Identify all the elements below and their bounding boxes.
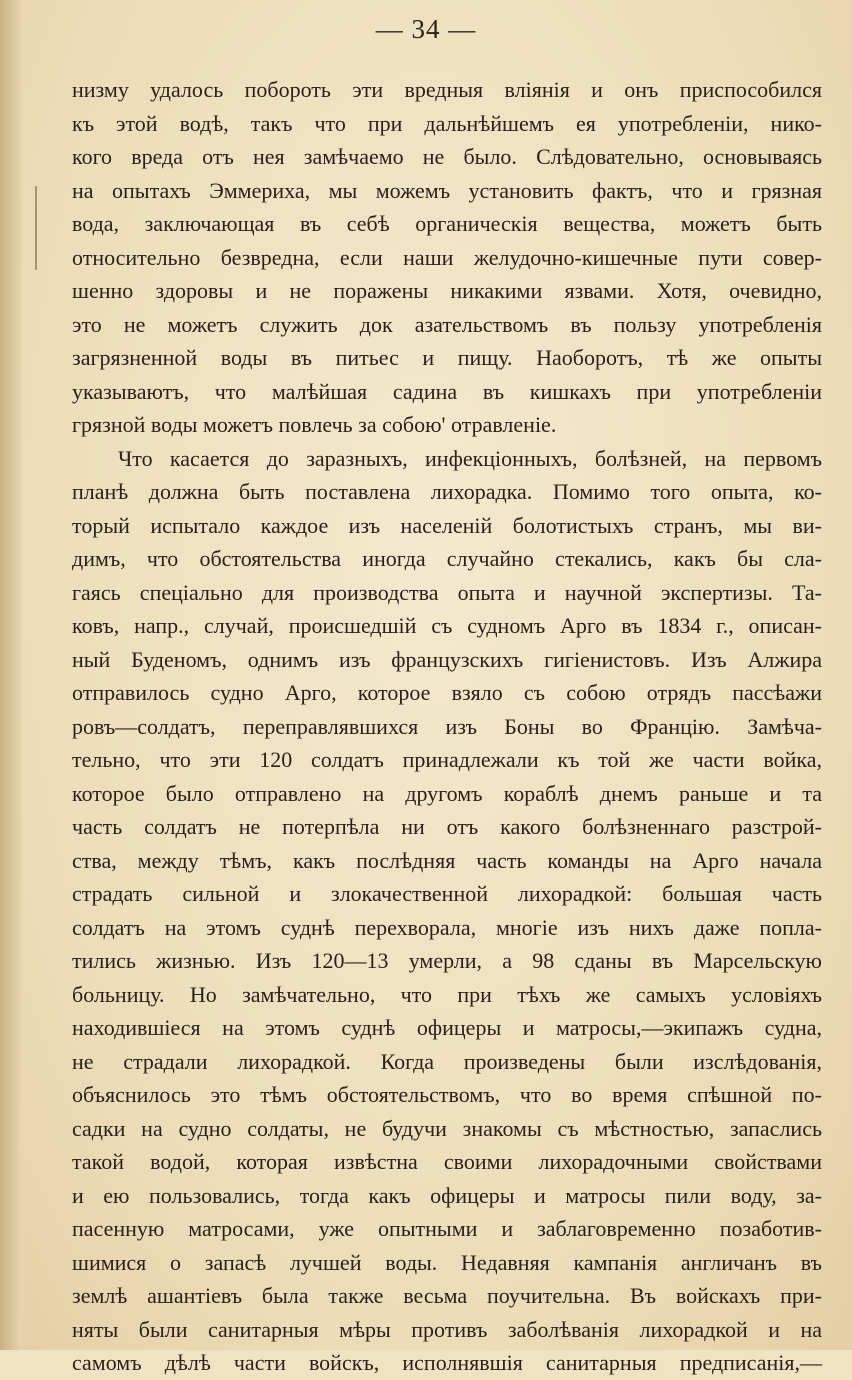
body-text xyxy=(72,73,822,1380)
text-line: на опытахъ Эммериха, мы можемъ установить фактъ, что и грязная xyxy=(72,177,822,203)
text-line: тились жизнью. Изъ 120—13 умерли, а 98 сданы въ Марсельскую xyxy=(72,948,822,973)
text-line: тельно, что эти 120 солдатъ принадлежали къ той же части войка, xyxy=(72,747,822,772)
text-line: страдать сильной и злокачественной лихорадкой: большая часть xyxy=(72,881,822,906)
text-line: вода, заключающая въ себѣ органическія вещества, можетъ быть xyxy=(72,211,822,236)
text-line: не страдали лихорадкой. Когда произведены были изслѣдованія, xyxy=(72,1048,822,1074)
text-line: объяснилось это тѣмъ обстоятельствомъ, что во время спѣшной по- xyxy=(72,1082,822,1107)
text-line: такой водой, которая извѣстна своими лихорадочными свойствами xyxy=(72,1149,822,1174)
text-line: указываютъ, что малѣйшая садина въ кишкахъ при употребленіи xyxy=(72,378,822,404)
paragraph-start-line: Что касается до заразныхъ, инфекціонныхъ, болѣзней, на первомъ xyxy=(118,445,822,471)
text-line: ный Буденомъ, однимъ изъ французскихъ гигіенистовъ. Изъ Алжира xyxy=(72,646,822,672)
text-line: гаясь спеціально для производства опыта и научной экспертизы. Та- xyxy=(72,579,822,605)
text-line: загрязненной воды въ питьес и пищу. Наоборотъ, тѣ же опыты xyxy=(72,345,822,370)
text-line: ровъ—солдатъ, переправлявшихся изъ Боны во Францію. Замѣча- xyxy=(72,713,822,739)
text-line: землѣ ашантіевъ была также весьма поучительна. Въ войскахъ при- xyxy=(72,1283,822,1308)
text-line: часть солдатъ не потерпѣла ни отъ какого болѣзненнаго разстрой- xyxy=(72,814,822,839)
text-line: самомъ дѣлѣ части войскъ, исполнявшія санитарныя предписанія,— xyxy=(72,1350,822,1375)
text-line: больницу. Но замѣчательно, что при тѣхъ же самыхъ условіяхъ xyxy=(72,981,822,1007)
page-number: — 34 — xyxy=(375,14,477,44)
page-binding-edge xyxy=(0,0,22,1350)
text-line: относительно безвредна, если наши желудочно-кишечные пути совер- xyxy=(72,244,822,270)
text-line: планѣ должна быть поставлена лихорадка. Помимо того опыта, ко- xyxy=(72,479,822,504)
text-line: няты были санитарныя мѣры противъ заболѣванія лихорадкой и на xyxy=(72,1316,822,1342)
text-line: низму удалось побороть эти вредныя вліянія и онъ приспособился xyxy=(72,77,822,102)
text-line: кого вреда отъ нея замѣчаемо не было. Слѣдовательно, основываясь xyxy=(72,144,822,169)
paragraph-end-line: грязной воды можетъ повлечь за собою' отравленіе. xyxy=(72,412,557,437)
text-line: находившіеся на этомъ суднѣ офицеры и матросы,—экипажъ судна, xyxy=(72,1015,822,1040)
text-line: димъ, что обстоятельства иногда случайно стекались, какъ бы сла- xyxy=(72,546,822,571)
text-line: торый испытало каждое изъ населеній болотистыхъ странъ, мы ви- xyxy=(72,512,822,538)
text-line: шенно здоровы и не поражены никакими язвами. Хотя, очевидно, xyxy=(72,278,822,303)
text-line: къ этой водѣ, такъ что при дальнѣйшемъ ея употребленіи, нико- xyxy=(72,110,822,136)
text-line: пасенную матросами, уже опытными и заблаговременно позаботив- xyxy=(72,1216,822,1241)
text-line: ковъ, напр., случай, происшедшій съ судномъ Арго въ 1834 г., описан- xyxy=(72,613,822,638)
margin-pencil-mark xyxy=(35,186,37,270)
text-line: отправилось судно Арго, которое взяло съ собою отрядъ пассѣажи xyxy=(72,680,822,705)
text-line: это не можетъ служить док азательствомъ въ пользу употребленія xyxy=(72,311,822,337)
text-line: садки на судно солдаты, не будучи знакомы съ мѣстностью, запаслись xyxy=(72,1115,822,1141)
text-line: и ею пользовались, тогда какъ офицеры и матросы пили воду, за- xyxy=(72,1182,822,1208)
text-line: шимися о запасѣ лучшей воды. Недавняя кампанія англичанъ въ xyxy=(72,1249,822,1275)
text-line: солдатъ на этомъ суднѣ перехворала, многіе изъ нихъ даже попла- xyxy=(72,914,822,940)
text-line: которое было отправлено на другомъ кораблѣ днемъ раньше и та xyxy=(72,780,822,806)
text-line: ства, между тѣмъ, какъ послѣдняя часть команды на Арго начала xyxy=(72,847,822,873)
